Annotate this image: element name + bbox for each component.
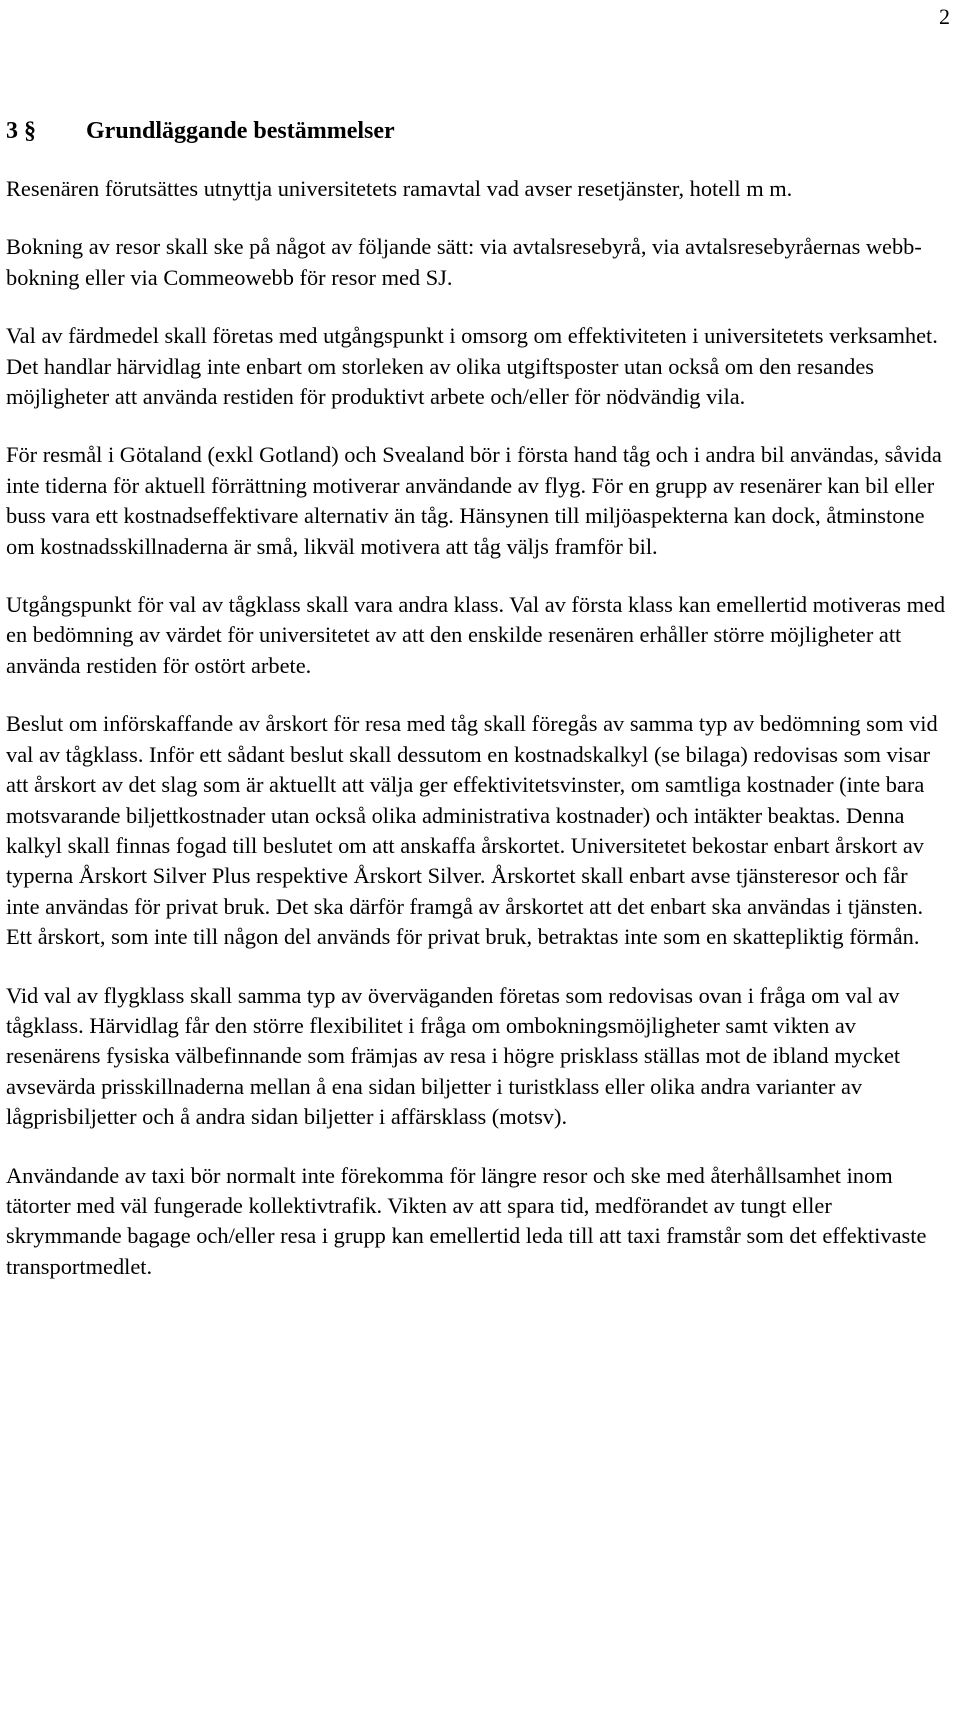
- section-heading: [6, 116, 946, 146]
- section-title: Grundläggande bestämmelser: [86, 118, 395, 144]
- paragraph-taxi: Användande av taxi bör normalt inte förekomma för längre resor och ske med återhållsamhet inom tätorter med väl fungerade kollektivtrafik. Vikten av att spara tid, medförandet av tungt eller skrymmande bagage och/eller resa i grupp kan emellertid leda till att taxi framstår som det effektivaste transportmedlet.: [6, 1162, 927, 1279]
- paragraph-resmal: För resmål i Götaland (exkl Gotland) och Svealand bör i första hand tåg och i andra bil användas, såvida inte tiderna för aktuell förrättning motiverar användande av flyg. För en grupp av resenärer kan bil eller buss vara ett kostnadseffektivare alternativ än tåg. Hänsynen till miljöaspekterna kan dock, åtminstone om kostnadsskillnaderna är små, likväl motivera att tåg väljs framför bil.: [6, 442, 942, 559]
- document-body: [6, 116, 946, 1310]
- paragraph-ramavtal: Resenären förutsättes utnyttja universitetets ramavtal vad avser resetjänster, hotell m m.: [6, 176, 793, 201]
- paragraph-bokning: Bokning av resor skall ske på något av följande sätt: via avtalsresebyrå, via avtalsresebyråernas webb-bokning eller via Commeowebb för resor med SJ.: [6, 234, 922, 290]
- paragraph-flygklass: Vid val av flygklass skall samma typ av överväganden företas som redovisas ovan i fråga om val av tågklass. Härvidlag får den större flexibilitet i fråga om ombokningsmöjligheter samt vikten av resenärens fysiska välbefinnande som främjas av resa i högre prisklass ställas mot de ibland mycket avsevärda prisskillnaderna mellan å ena sidan biljetter i turistklass eller olika andra varianter av lågprisbiljetter och å andra sidan biljetter i affärsklass (motsv).: [6, 982, 901, 1130]
- paragraph-fardmedel: Val av färdmedel skall företas med utgångspunkt i omsorg om effektiviteten i universitetets verksamhet. Det handlar härvidlag inte enbart om storleken av olika utgiftsposter utan också om den resandes möjligheter att använda restiden för produktivt arbete och/eller för nödvändig vila.: [6, 323, 938, 410]
- paragraph-tagklass: Utgångspunkt för val av tågklass skall vara andra klass. Val av första klass kan emellertid motiveras med en bedömning av värdet för universitetet av att den enskilde resenären erhåller större möjligheter att använda restiden för ostört arbete.: [6, 592, 946, 678]
- section-number: 3 §: [6, 118, 36, 144]
- paragraph-arskort: Beslut om införskaffande av årskort för resa med tåg skall föregås av samma typ av bedömning som vid val av tågklass. Inför ett sådant beslut skall dessutom en kostnadskalkyl (se bilaga) redovisas som visar att årskort av det slag som är aktuellt att välja ger effektivitetsvinster, om samtliga kostnader (inte bara motsvarande biljettkostnader utan också olika administrativa kostnader) och intäkter beaktas. Denna kalkyl skall finnas fogad till beslutet om att anskaffa årskortet. Universitetet bekostar enbart årskort av typerna Årskort Silver Plus respektive Årskort Silver. Årskortet skall enbart avse tjänsteresor och får inte användas för privat bruk. Det ska därför framgå av årskortet att det enbart ska användas i tjänsten. Ett årskort, som inte till någon del används för privat bruk, betraktas inte som en skattepliktig förmån.: [6, 711, 938, 950]
- page-number: 2: [939, 4, 950, 29]
